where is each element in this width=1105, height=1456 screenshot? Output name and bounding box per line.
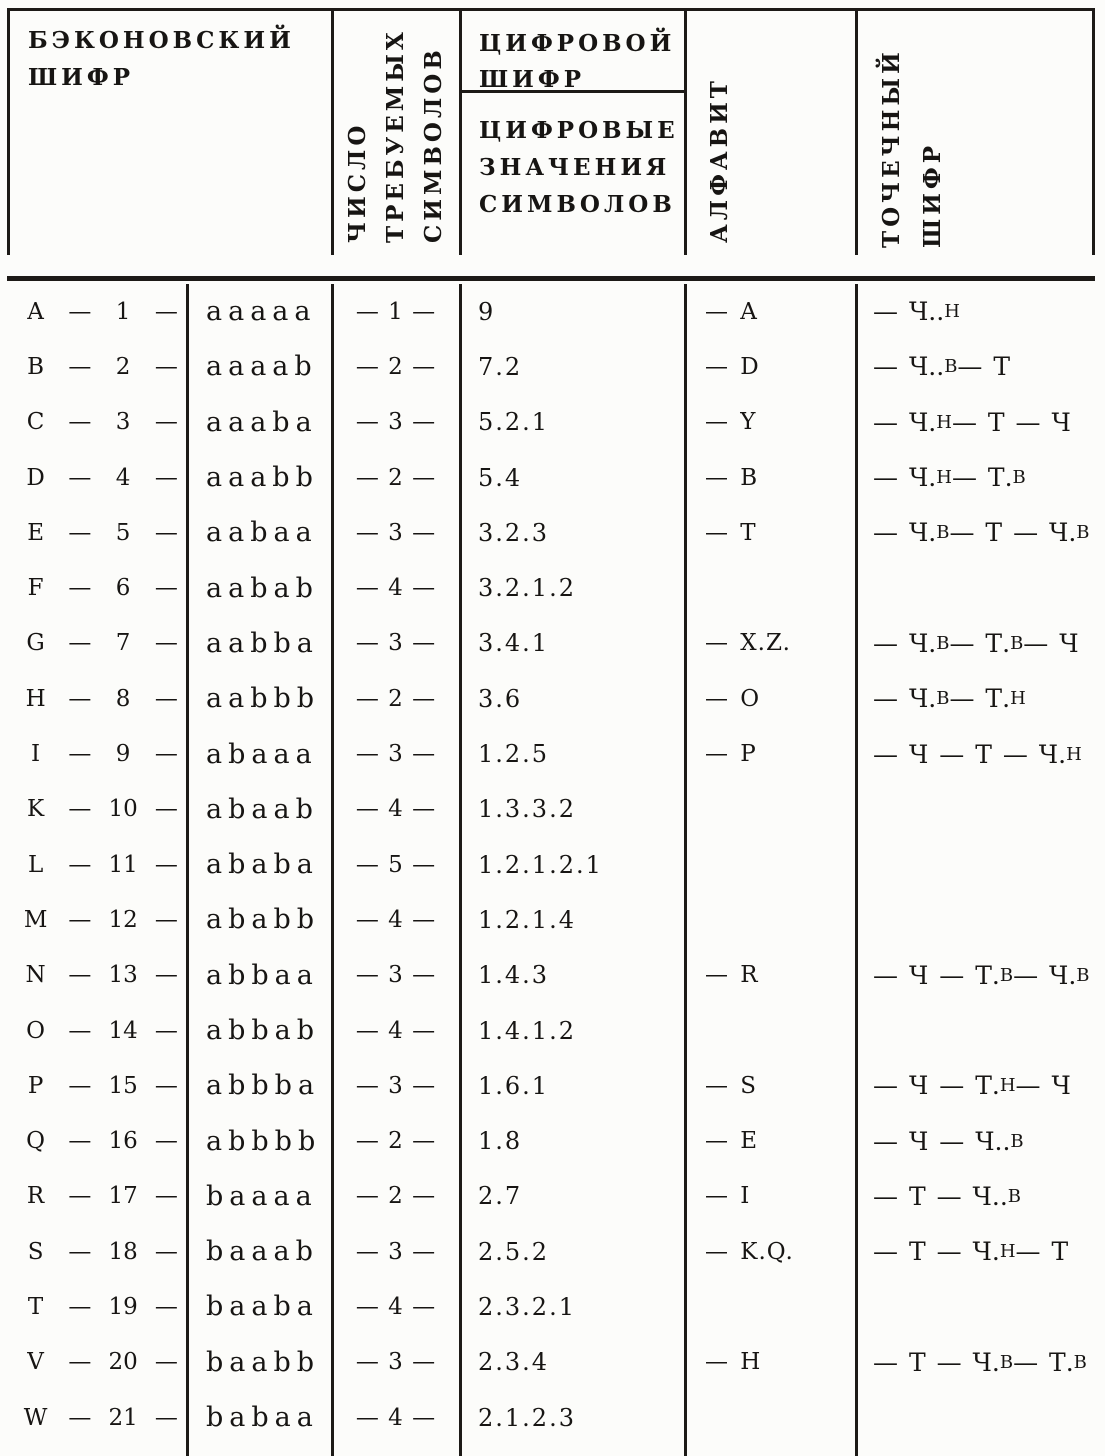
row-number: 12 bbox=[108, 906, 138, 933]
row-letter: I bbox=[31, 741, 41, 768]
cell-symbol-count: — 4 — bbox=[355, 906, 437, 933]
cell-bacon-letter bbox=[0, 726, 187, 781]
table-row bbox=[0, 560, 1105, 615]
row-number: 21 bbox=[108, 1404, 138, 1431]
dash-separator: — bbox=[154, 1183, 178, 1210]
row-number: 20 bbox=[108, 1349, 138, 1376]
row-number: 6 bbox=[115, 575, 131, 602]
dash-separator: — bbox=[154, 1128, 178, 1155]
row-letter: K bbox=[27, 796, 45, 823]
cell-alphabet-letter bbox=[684, 1279, 855, 1334]
dash-separator: — bbox=[154, 685, 178, 712]
header-digital-symbol-values bbox=[479, 112, 679, 223]
table-row bbox=[0, 671, 1105, 726]
cell-digital-cipher: 1.2.5 bbox=[478, 740, 550, 769]
row-number: 13 bbox=[108, 962, 138, 989]
cell-digital-cipher: 5.4 bbox=[478, 463, 523, 492]
cell-bacon-letter bbox=[0, 1113, 187, 1168]
table-row bbox=[0, 892, 1105, 947]
cell-symbol-count: — 3 — bbox=[355, 1238, 437, 1265]
cell-bacon-code: aabaa bbox=[206, 517, 318, 549]
row-number: 1 bbox=[115, 298, 131, 325]
dash-separator: — bbox=[154, 1293, 178, 1320]
cell-alphabet-letter: — O bbox=[705, 685, 761, 712]
row-number: 10 bbox=[108, 796, 138, 823]
dash-separator: — bbox=[68, 1293, 92, 1320]
table-row bbox=[0, 1279, 1105, 1334]
cell-dot-cipher: — Ч — Ч.. В bbox=[873, 1126, 1024, 1156]
cell-alphabet-letter: — S bbox=[705, 1072, 758, 1099]
dash-separator: — bbox=[68, 464, 92, 491]
cell-dot-cipher: — Ч. В — Т — Ч. В bbox=[873, 518, 1090, 548]
row-letter: E bbox=[27, 519, 44, 546]
row-letter: R bbox=[26, 1183, 45, 1210]
cell-digital-cipher: 1.6.1 bbox=[478, 1071, 550, 1100]
row-number: 16 bbox=[108, 1128, 138, 1155]
row-letter: B bbox=[27, 353, 45, 380]
table-body-rows bbox=[0, 284, 1105, 1445]
header-line: БЭКОНОВСКИЙ bbox=[28, 27, 295, 54]
table-rule-header-v3 bbox=[684, 8, 687, 255]
cell-dot-cipher: — Ч — Т. Н — Ч bbox=[873, 1071, 1071, 1101]
cell-digital-cipher: 1.2.1.2.1 bbox=[478, 850, 603, 879]
cell-dot-cipher bbox=[855, 1003, 1105, 1058]
cell-digital-cipher: 3.4.1 bbox=[478, 629, 550, 658]
row-number: 9 bbox=[115, 741, 131, 768]
cell-digital-cipher: 9 bbox=[478, 297, 496, 326]
dash-separator: — bbox=[68, 796, 92, 823]
table-row bbox=[0, 339, 1105, 394]
cell-alphabet-letter: — D bbox=[705, 353, 760, 380]
row-number: 7 bbox=[115, 630, 131, 657]
dash-separator: — bbox=[68, 1072, 92, 1099]
row-letter: O bbox=[26, 1017, 46, 1044]
dash-separator: — bbox=[154, 298, 178, 325]
cell-digital-cipher: 2.7 bbox=[478, 1182, 523, 1211]
cell-digital-cipher: 1.2.1.4 bbox=[478, 905, 576, 934]
cell-bacon-code: aaaba bbox=[206, 406, 318, 438]
table-rule-top bbox=[7, 8, 1095, 11]
cell-bacon-code: baaab bbox=[206, 1236, 319, 1268]
cell-bacon-code: abbab bbox=[206, 1015, 321, 1046]
cell-bacon-code: aabba bbox=[206, 627, 319, 659]
dash-separator: — bbox=[154, 851, 178, 878]
cell-alphabet-letter bbox=[684, 837, 855, 892]
cell-symbol-count: — 3 — bbox=[355, 630, 437, 657]
cell-bacon-letter bbox=[0, 1279, 187, 1334]
dash-separator: — bbox=[68, 353, 92, 380]
dash-separator: — bbox=[68, 1017, 92, 1044]
cell-dot-cipher: — Ч — Т — Ч. Н bbox=[873, 739, 1082, 769]
cell-bacon-letter bbox=[0, 395, 187, 450]
row-number: 11 bbox=[108, 851, 138, 878]
dash-separator: — bbox=[68, 1349, 92, 1376]
cell-symbol-count: — 3 — bbox=[355, 962, 437, 989]
row-letter: S bbox=[27, 1238, 44, 1265]
row-letter: L bbox=[27, 851, 44, 878]
row-number: 14 bbox=[108, 1017, 138, 1044]
cell-symbol-count: — 2 — bbox=[355, 685, 437, 712]
dash-separator: — bbox=[154, 962, 178, 989]
row-letter: F bbox=[27, 575, 44, 602]
cell-bacon-letter bbox=[0, 1058, 187, 1113]
row-number: 17 bbox=[108, 1183, 138, 1210]
dash-separator: — bbox=[68, 1404, 92, 1431]
dash-separator: — bbox=[68, 962, 92, 989]
dash-separator: — bbox=[154, 906, 178, 933]
table-rule-right bbox=[1092, 8, 1095, 255]
cell-bacon-letter bbox=[0, 892, 187, 947]
cell-symbol-count: — 1 — bbox=[355, 298, 437, 325]
cell-dot-cipher: — Ч. Н — Т. В bbox=[873, 463, 1026, 493]
cell-alphabet-letter: — X.Z. bbox=[705, 630, 791, 657]
cell-bacon-letter bbox=[0, 339, 187, 394]
cell-dot-cipher: — Ч. Н — Т — Ч bbox=[873, 407, 1071, 437]
cell-digital-cipher: 3.2.1.2 bbox=[478, 574, 576, 603]
cell-alphabet-letter: — P bbox=[705, 741, 757, 768]
cell-dot-cipher: — Ч. В — Т. В — Ч bbox=[873, 628, 1079, 658]
dash-separator: — bbox=[154, 1404, 178, 1431]
cell-alphabet-letter bbox=[684, 1390, 855, 1445]
header-line: ЗНАЧЕНИЯ bbox=[479, 154, 671, 181]
header-line: СИМВОЛОВ bbox=[479, 191, 676, 218]
cell-symbol-count: — 4 — bbox=[355, 575, 437, 602]
cell-bacon-code: baaaa bbox=[206, 1180, 318, 1212]
row-letter: V bbox=[27, 1349, 44, 1376]
cell-bacon-code: ababb bbox=[206, 904, 321, 936]
dash-separator: — bbox=[68, 409, 92, 436]
cell-symbol-count: — 3 — bbox=[355, 1072, 437, 1099]
cell-bacon-code: baaba bbox=[206, 1291, 319, 1323]
cell-bacon-code: aaabb bbox=[206, 462, 319, 494]
dash-separator: — bbox=[68, 1128, 92, 1155]
cell-dot-cipher bbox=[855, 1279, 1105, 1334]
cell-bacon-code: aabbb bbox=[206, 683, 321, 715]
table-row bbox=[0, 284, 1105, 339]
header-line: АЛФАВИТ bbox=[706, 77, 733, 243]
cell-alphabet-letter bbox=[684, 560, 855, 615]
dash-separator: — bbox=[154, 353, 178, 380]
table-row bbox=[0, 505, 1105, 560]
cell-bacon-letter bbox=[0, 1224, 187, 1279]
row-number: 15 bbox=[108, 1072, 138, 1099]
cell-digital-cipher: 2.3.2.1 bbox=[478, 1292, 576, 1321]
cell-bacon-code: aabab bbox=[206, 572, 319, 604]
cell-dot-cipher: — Ч.. В — Т bbox=[873, 352, 1011, 382]
cell-alphabet-letter: — A bbox=[705, 298, 758, 325]
cell-digital-cipher: 3.2.3 bbox=[478, 518, 550, 547]
row-letter: T bbox=[27, 1293, 44, 1320]
cell-dot-cipher: — Т — Ч.. В bbox=[873, 1181, 1022, 1211]
cell-dot-cipher bbox=[855, 892, 1105, 947]
row-letter: N bbox=[25, 962, 46, 989]
table-rule-thick bbox=[7, 276, 1095, 281]
dash-separator: — bbox=[154, 1349, 178, 1376]
dash-separator: — bbox=[68, 630, 92, 657]
table-row bbox=[0, 1003, 1105, 1058]
cell-alphabet-letter: — E bbox=[705, 1128, 759, 1155]
header-line: ШИФР bbox=[479, 66, 586, 93]
cell-alphabet-letter: — I bbox=[705, 1183, 751, 1210]
cell-dot-cipher: — Ч — Т. В — Ч. В bbox=[873, 960, 1090, 990]
header-dot-cipher bbox=[871, 48, 953, 248]
dash-separator: — bbox=[154, 464, 178, 491]
cell-digital-cipher: 1.4.1.2 bbox=[478, 1016, 576, 1045]
cell-dot-cipher bbox=[855, 560, 1105, 615]
table-rule-left bbox=[7, 8, 10, 255]
table-row bbox=[0, 1224, 1105, 1279]
cell-bacon-letter bbox=[0, 450, 187, 505]
cell-dot-cipher: — Ч. В — Т. Н bbox=[873, 684, 1026, 714]
cell-alphabet-letter: — K.Q. bbox=[705, 1238, 794, 1265]
cell-digital-cipher: 5.2.1 bbox=[478, 408, 550, 437]
header-line: ШИФР bbox=[28, 64, 135, 91]
cell-bacon-letter bbox=[0, 1169, 187, 1224]
dash-separator: — bbox=[68, 1183, 92, 1210]
row-number: 4 bbox=[115, 464, 131, 491]
cell-dot-cipher: — Ч.. Н bbox=[873, 297, 960, 327]
row-letter: M bbox=[23, 906, 48, 933]
table-row bbox=[0, 726, 1105, 781]
row-number: 3 bbox=[115, 409, 131, 436]
cell-symbol-count: — 3 — bbox=[355, 741, 437, 768]
dash-separator: — bbox=[68, 741, 92, 768]
cell-symbol-count: — 3 — bbox=[355, 519, 437, 546]
header-digital-cipher bbox=[479, 26, 675, 98]
cell-dot-cipher bbox=[855, 782, 1105, 837]
dash-separator: — bbox=[154, 1072, 178, 1099]
cell-bacon-letter bbox=[0, 837, 187, 892]
table-row bbox=[0, 1113, 1105, 1168]
header-baconian-cipher bbox=[28, 22, 295, 96]
cell-symbol-count: — 2 — bbox=[355, 464, 437, 491]
row-number: 19 bbox=[108, 1293, 138, 1320]
cell-bacon-code: abbbb bbox=[206, 1125, 322, 1157]
cell-bacon-code: ababa bbox=[206, 849, 319, 881]
cell-symbol-count: — 3 — bbox=[355, 409, 437, 436]
dash-separator: — bbox=[68, 298, 92, 325]
cell-digital-cipher: 1.4.3 bbox=[478, 961, 550, 990]
cell-symbol-count: — 2 — bbox=[355, 1183, 437, 1210]
cell-bacon-code: aaaab bbox=[206, 351, 318, 383]
header-line: ТРЕБУЕМЫХ bbox=[382, 28, 409, 243]
table-rule-header-v4 bbox=[855, 8, 858, 255]
cell-alphabet-letter bbox=[684, 782, 855, 837]
table-row bbox=[0, 395, 1105, 450]
row-letter: G bbox=[26, 630, 45, 657]
cell-dot-cipher bbox=[855, 837, 1105, 892]
table-row bbox=[0, 948, 1105, 1003]
cell-bacon-letter bbox=[0, 1390, 187, 1445]
cell-digital-cipher: 2.5.2 bbox=[478, 1237, 550, 1266]
cell-bacon-letter bbox=[0, 782, 187, 837]
table-row bbox=[0, 616, 1105, 671]
cell-bacon-code: abaaa bbox=[206, 738, 318, 770]
dash-separator: — bbox=[154, 409, 178, 436]
cell-bacon-letter bbox=[0, 284, 187, 339]
row-number: 2 bbox=[115, 353, 131, 380]
cell-digital-cipher: 1.3.3.2 bbox=[478, 795, 576, 824]
cell-bacon-letter bbox=[0, 671, 187, 726]
header-required-symbol-count bbox=[339, 28, 453, 243]
row-letter: A bbox=[27, 298, 44, 325]
cell-digital-cipher: 1.8 bbox=[478, 1127, 523, 1156]
cell-bacon-letter bbox=[0, 560, 187, 615]
cell-bacon-code: babaa bbox=[206, 1402, 319, 1434]
cell-symbol-count: — 2 — bbox=[355, 353, 437, 380]
cell-dot-cipher bbox=[855, 1390, 1105, 1445]
table-row bbox=[0, 450, 1105, 505]
row-letter: Q bbox=[26, 1128, 46, 1155]
row-letter: W bbox=[23, 1404, 48, 1431]
row-letter: D bbox=[26, 464, 45, 491]
dash-separator: — bbox=[68, 906, 92, 933]
cell-symbol-count: — 4 — bbox=[355, 1293, 437, 1320]
row-number: 8 bbox=[115, 685, 131, 712]
cell-alphabet-letter: — Y bbox=[705, 409, 757, 436]
cell-symbol-count: — 4 — bbox=[355, 1017, 437, 1044]
table-rule-header-v1 bbox=[331, 8, 334, 255]
cell-digital-cipher: 2.3.4 bbox=[478, 1348, 550, 1377]
table-row bbox=[0, 1169, 1105, 1224]
dash-separator: — bbox=[68, 575, 92, 602]
dash-separator: — bbox=[154, 630, 178, 657]
dash-separator: — bbox=[154, 519, 178, 546]
header-line: ЦИФРОВЫЕ bbox=[479, 117, 679, 144]
cell-bacon-letter bbox=[0, 1335, 187, 1390]
dash-separator: — bbox=[68, 685, 92, 712]
dash-separator: — bbox=[154, 1017, 178, 1044]
table-row bbox=[0, 837, 1105, 892]
header-line: ЦИФРОВОЙ bbox=[479, 30, 676, 57]
cell-alphabet-letter: — T bbox=[705, 519, 757, 546]
row-number: 5 bbox=[115, 519, 131, 546]
cell-bacon-letter bbox=[0, 505, 187, 560]
row-letter: H bbox=[25, 685, 46, 712]
header-line: ШИФР bbox=[919, 141, 946, 248]
table-row bbox=[0, 782, 1105, 837]
cell-dot-cipher: — Т — Ч. Н — Т bbox=[873, 1237, 1069, 1267]
header-line: ТОЧЕЧНЫЙ bbox=[878, 48, 905, 248]
dash-separator: — bbox=[68, 519, 92, 546]
cell-symbol-count: — 4 — bbox=[355, 1404, 437, 1431]
cell-alphabet-letter bbox=[684, 1003, 855, 1058]
table-row bbox=[0, 1335, 1105, 1390]
header-line: СИМВОЛОВ bbox=[420, 46, 447, 243]
cell-dot-cipher: — Т — Ч. В — Т. В bbox=[873, 1347, 1087, 1377]
cell-digital-cipher: 7.2 bbox=[478, 352, 523, 381]
cell-symbol-count: — 3 — bbox=[355, 1349, 437, 1376]
row-letter: P bbox=[27, 1072, 44, 1099]
cell-bacon-code: abaab bbox=[206, 793, 319, 825]
cell-bacon-code: abbba bbox=[206, 1070, 321, 1102]
row-letter: C bbox=[26, 409, 45, 436]
cell-alphabet-letter: — H bbox=[705, 1349, 762, 1376]
header-line: ЧИСЛО bbox=[344, 121, 371, 243]
cell-bacon-code: abbaa bbox=[206, 959, 319, 991]
dash-separator: — bbox=[154, 1238, 178, 1265]
dash-separator: — bbox=[68, 851, 92, 878]
table-row bbox=[0, 1390, 1105, 1445]
cell-alphabet-letter: — B bbox=[705, 464, 759, 491]
dash-separator: — bbox=[154, 796, 178, 823]
cell-alphabet-letter: — R bbox=[705, 962, 759, 989]
cell-bacon-code: baabb bbox=[206, 1346, 321, 1378]
dash-separator: — bbox=[154, 575, 178, 602]
dash-separator: — bbox=[154, 741, 178, 768]
cell-bacon-letter bbox=[0, 1003, 187, 1058]
table-row bbox=[0, 1058, 1105, 1113]
cell-bacon-code: aaaaa bbox=[206, 296, 317, 328]
table-rule-header-v2 bbox=[459, 8, 462, 255]
cell-symbol-count: — 5 — bbox=[355, 851, 437, 878]
cell-alphabet-letter bbox=[684, 892, 855, 947]
cell-digital-cipher: 3.6 bbox=[478, 684, 523, 713]
cell-bacon-letter bbox=[0, 948, 187, 1003]
cell-digital-cipher: 2.1.2.3 bbox=[478, 1403, 576, 1432]
cell-symbol-count: — 2 — bbox=[355, 1128, 437, 1155]
cell-bacon-letter bbox=[0, 616, 187, 671]
header-alphabet bbox=[701, 73, 731, 243]
row-number: 18 bbox=[108, 1238, 138, 1265]
dash-separator: — bbox=[68, 1238, 92, 1265]
cell-symbol-count: — 4 — bbox=[355, 796, 437, 823]
